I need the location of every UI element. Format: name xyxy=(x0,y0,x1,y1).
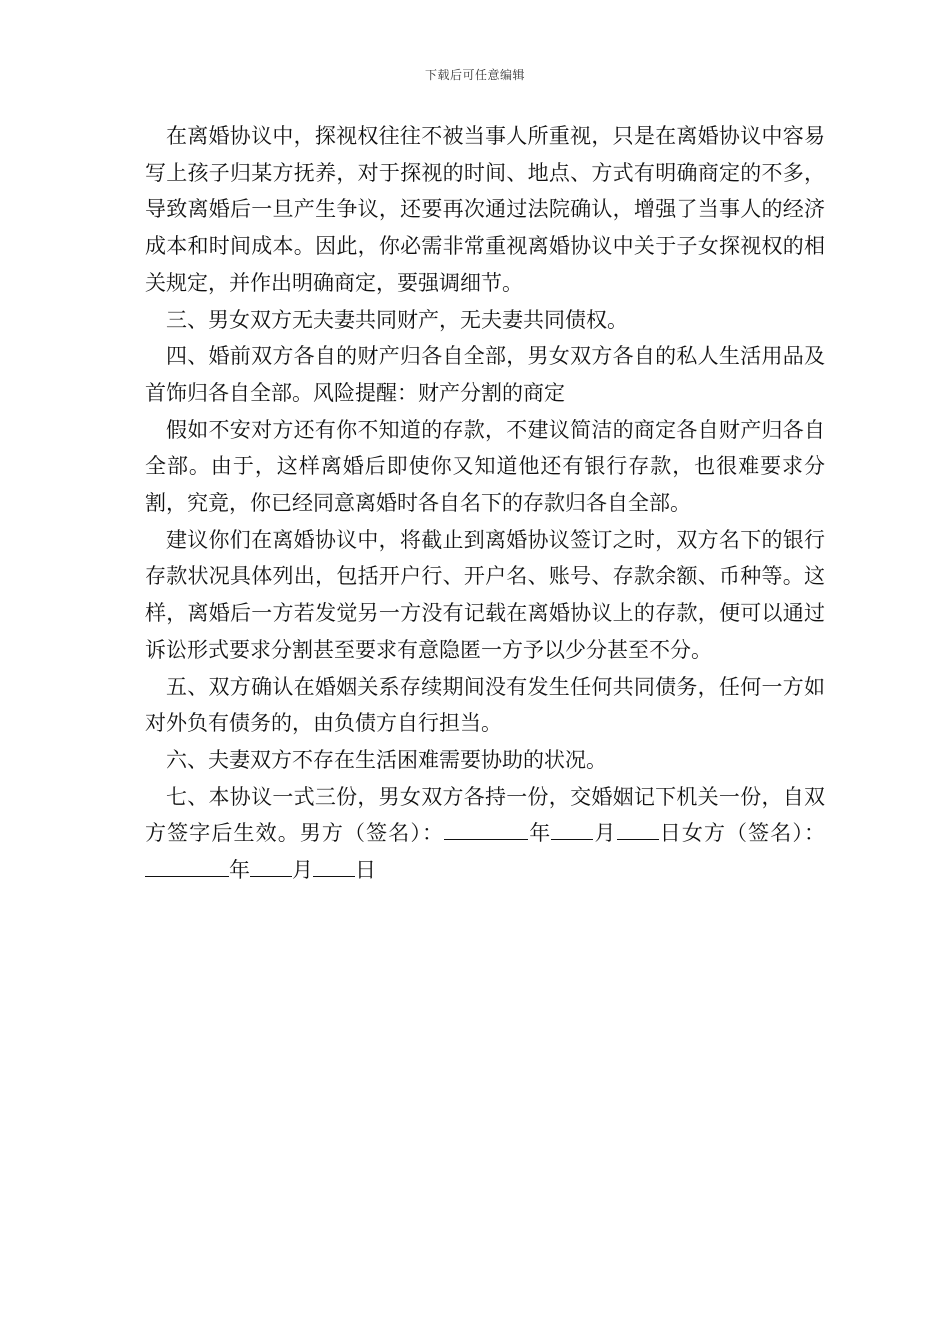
document-body xyxy=(145,118,825,889)
paragraph-deposit-suggestion: 建议你们在离婚协议中，将截止到离婚协议签订之时，双方名下的银行存款状况具体列出，包括开户行、开户名、账号、存款余额、币种等。这样，离婚后一方若发觉另一方没有记载在离婚协议上的存款，便可以通过诉讼形式要求分割甚至要求有意隐匿一方予以少分甚至不分。 xyxy=(145,527,825,662)
paragraph-clause-3: 三、男女双方无夫妻共同财产，无夫妻共同债权。 xyxy=(166,307,628,332)
paragraph-clause-6: 六、夫妻双方不存在生活困难需要协助的状况。 xyxy=(166,747,607,772)
male-day-blank[interactable] xyxy=(617,821,659,840)
female-year-label: 年 xyxy=(229,858,250,883)
female-month-blank[interactable] xyxy=(250,858,292,877)
paragraph-clause-4: 四、婚前双方各自的财产归各自全部，男女双方各自的私人生活用品及首饰归各自全部。风险提醒：财产分割的商定 xyxy=(145,344,825,405)
female-month-label: 月 xyxy=(292,858,313,883)
female-signature-label: 女方（签名）： xyxy=(681,821,826,846)
paragraph-clause-5: 五、双方确认在婚姻关系存续期间没有发生任何共同债务，任何一方如对外负有债务的，由负债方自行担当。 xyxy=(145,674,825,736)
male-month-blank[interactable] xyxy=(551,821,593,840)
male-month-label: 月 xyxy=(593,821,617,846)
paragraph-clause-7-signature xyxy=(145,779,825,889)
paragraph-visitation: 在离婚协议中，探视权往往不被当事人所重视，只是在离婚协议中容易写上孩子归某方抚养，对于探视的时间、地点、方式有明确商定的不多，导致离婚后一旦产生争议，还要再次通过法院确认，增强了当事人的经济成本和时间成本。因此，你必需非常重视离婚协议中关于子女探视权的相关规定，并作出明确商定，要强调细节。 xyxy=(145,124,825,295)
female-day-blank[interactable] xyxy=(313,858,355,877)
male-signature-label: 男方（签名）： xyxy=(299,821,445,846)
signature-intro: 七、本协议一式三份，男女双方各持一份，交婚姻记下机关一份，自双方签字后生效。 xyxy=(145,784,825,846)
male-signature-blank[interactable] xyxy=(444,821,528,840)
male-day-label: 日 xyxy=(658,821,682,846)
paragraph-deposit-risk: 假如不安对方还有你不知道的存款，不建议简洁的商定各自财产归各自全部。由于，这样离婚后即使你又知道他还有银行存款，也很难要求分割，究竟，你已经同意离婚时各自名下的存款归各自全部。 xyxy=(145,417,825,516)
female-signature-blank[interactable] xyxy=(145,858,229,877)
female-day-label: 日 xyxy=(355,858,376,883)
male-year-label: 年 xyxy=(528,821,552,846)
page-header: 下载后可任意编辑 xyxy=(424,68,525,82)
